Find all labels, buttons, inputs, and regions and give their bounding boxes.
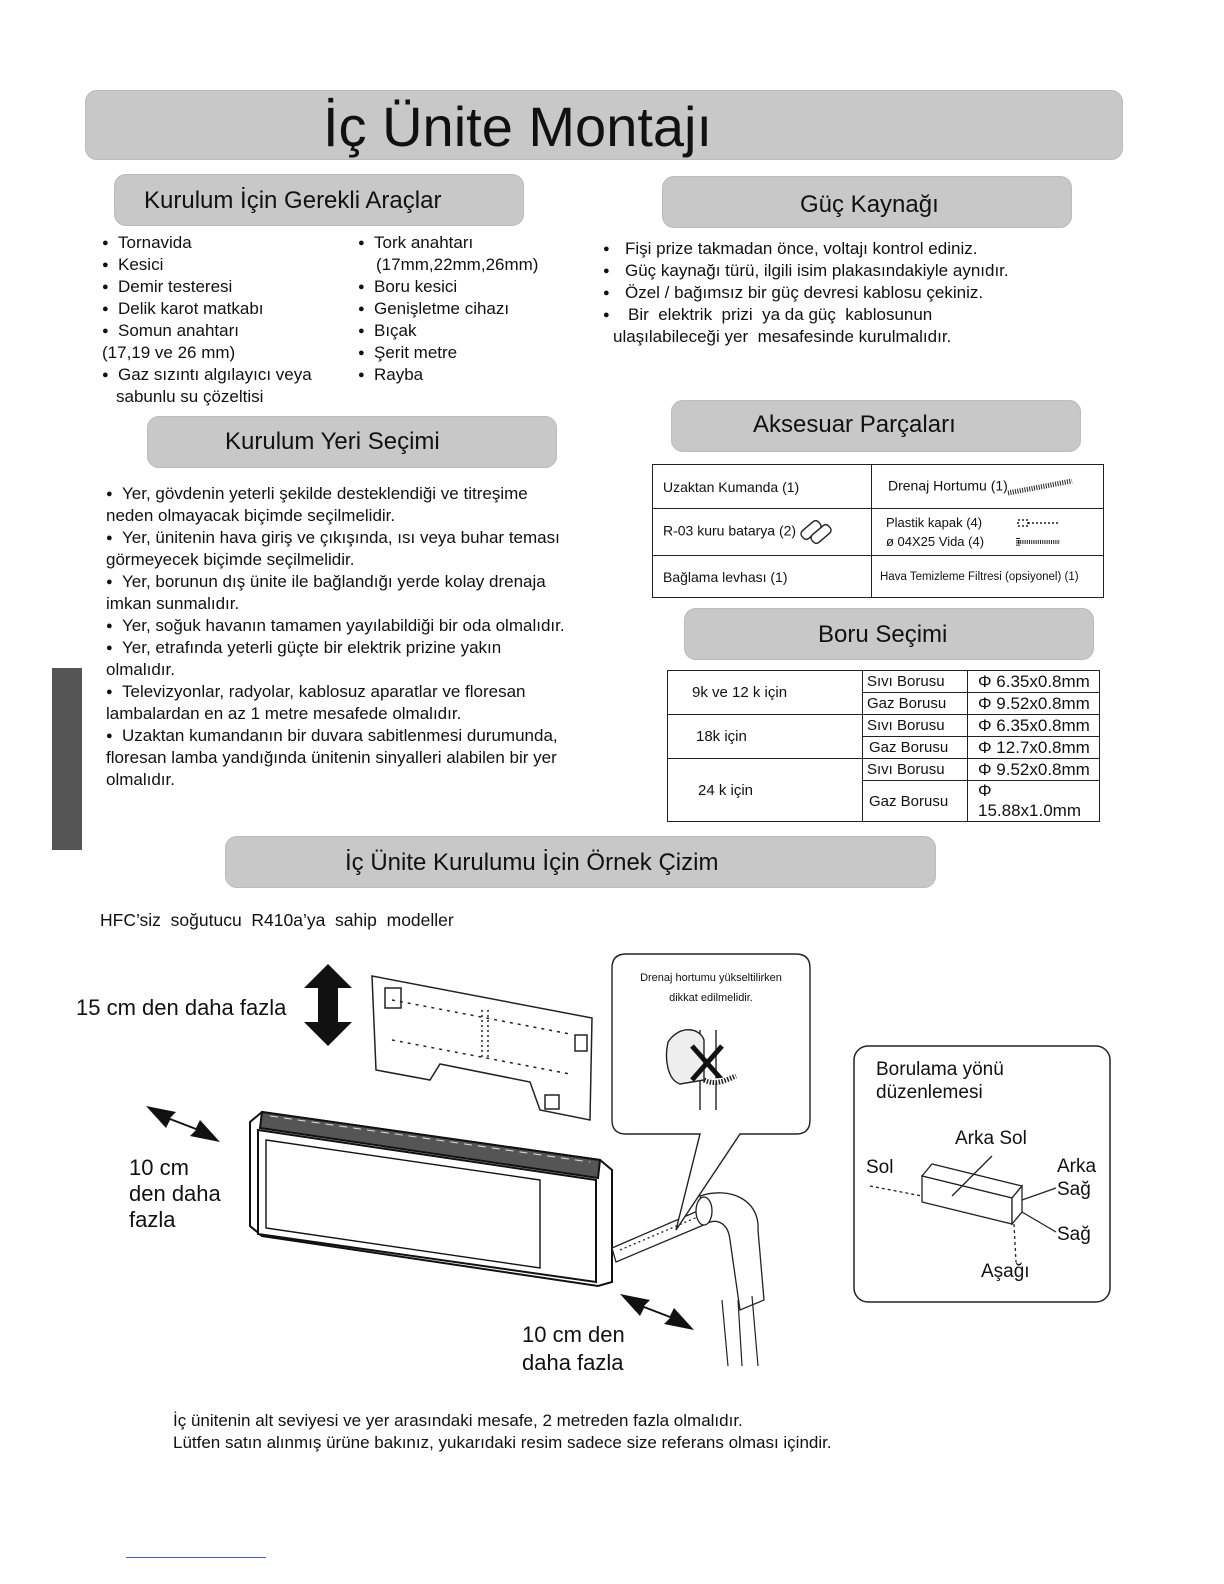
pipes-heading: Boru Seçimi bbox=[818, 621, 948, 648]
right-clearance-line: daha fazla bbox=[522, 1350, 624, 1375]
pipe-size: Φ 6.35x0.8mm bbox=[978, 671, 1090, 691]
left-clearance-line: fazla bbox=[129, 1207, 176, 1232]
pipe-size-cell bbox=[968, 693, 1100, 715]
acc-filter-label: Hava Temizleme Filtresi (opsiyonel) (1) bbox=[880, 570, 1079, 583]
drawing-heading: İç Ünite Kurulumu İçin Örnek Çizim bbox=[345, 849, 719, 876]
accessories-heading-banner bbox=[671, 400, 1081, 452]
list-item: neden olmayacak biçimde seçilmelidir. bbox=[106, 506, 396, 525]
pipe-type: Sıvı Borusu bbox=[867, 673, 945, 690]
acc-cell-remote bbox=[653, 465, 872, 509]
acc-remote-label: Uzaktan Kumanda (1) bbox=[663, 478, 800, 495]
pipe-size: Φ 9.52x0.8mm bbox=[978, 759, 1090, 779]
acc-battery-label: R-03 kuru batarya (2) bbox=[663, 522, 797, 539]
acc-plate-label: Bağlama levhası (1) bbox=[663, 568, 788, 585]
vertical-clearance-arrow bbox=[304, 964, 352, 1046]
acc-cell-drain bbox=[872, 465, 1104, 509]
pipe-size: Φ 15.88x1.0mm bbox=[978, 781, 1081, 820]
pipe-size: Φ 9.52x0.8mm bbox=[978, 693, 1090, 713]
location-heading: Kurulum Yeri Seçimi bbox=[225, 428, 440, 455]
tools-left-list bbox=[102, 232, 352, 408]
drain-note bbox=[612, 968, 810, 1008]
list-item: ● Özel / bağımsız bir güç devresi kablosu çekiniz. bbox=[603, 282, 1073, 304]
mounting-plate bbox=[372, 976, 592, 1120]
pipe-size-cell bbox=[968, 759, 1100, 781]
list-item: (17,19 ve 26 mm) bbox=[102, 343, 236, 362]
power-list bbox=[603, 238, 1073, 348]
list-item: olmalıdır. bbox=[106, 770, 175, 789]
acc-cell-plate bbox=[653, 556, 872, 598]
pipe-size-cell bbox=[968, 781, 1100, 822]
pipe-type-cell bbox=[863, 715, 968, 737]
list-item: ● Gaz sızıntı algılayıcı veya bbox=[102, 364, 352, 386]
acc-screw-label: ø 04X25 Vida (4) bbox=[886, 534, 985, 549]
pipe-model-cell bbox=[668, 671, 863, 715]
list-item: floresan lamba yandığında ünitenin sinyalleri alabilen bir yer bbox=[106, 748, 557, 767]
pipe-model-cell bbox=[668, 715, 863, 759]
pipe-type: Gaz Borusu bbox=[869, 792, 949, 810]
piping-title-line: Borulama yönü bbox=[876, 1059, 1004, 1080]
accessories-table bbox=[652, 464, 1104, 598]
right-clearance-arrow bbox=[620, 1294, 694, 1330]
list-item: ulaşılabileceği yer mesafesinde kurulmalıdır. bbox=[613, 327, 952, 346]
list-item: ● Fişi prize takmadan önce, voltajı kontrol ediniz. bbox=[603, 238, 1073, 260]
pipe-bundle bbox=[612, 1193, 764, 1366]
dir-back-right-line: Arka bbox=[1057, 1156, 1097, 1177]
page-title: İç Ünite Montajı bbox=[323, 95, 713, 158]
footer-note-2: Lütfen satın alınmış ürüne bakınız, yukarıdaki resim sadece size referans olması içindir. bbox=[173, 1433, 832, 1452]
list-item: ● Uzaktan kumandanın bir duvara sabitlenmesi durumunda, bbox=[106, 725, 636, 747]
list-item: ● Bıçak bbox=[358, 320, 578, 342]
footer-note-1: İç ünitenin alt seviyesi ve yer arasındaki mesafe, 2 metreden fazla olmalıdır. bbox=[173, 1411, 743, 1430]
location-heading-banner bbox=[147, 416, 557, 468]
list-item: sabunlu su çözeltisi bbox=[116, 387, 264, 406]
list-item: ● Boru kesici bbox=[358, 276, 578, 298]
list-item: ● Şerit metre bbox=[358, 342, 578, 364]
dir-right: Sağ bbox=[1057, 1224, 1091, 1245]
screw-icon bbox=[1016, 536, 1062, 548]
pipe-size-cell bbox=[968, 715, 1100, 737]
pipe-table bbox=[667, 670, 1100, 822]
location-list bbox=[106, 483, 636, 791]
pipe-type-cell bbox=[863, 781, 968, 822]
list-item: ● Televizyonlar, radyolar, kablosuz aparatlar ve floresan bbox=[106, 681, 636, 703]
list-item: ● Yer, etrafında yeterli güçte bir elektrik prizine yakın bbox=[106, 637, 636, 659]
power-heading-banner bbox=[662, 176, 1072, 228]
list-item: ● Tornavida bbox=[102, 232, 352, 254]
top-clearance-label: 15 cm den daha fazla bbox=[76, 995, 287, 1020]
list-item: ● Yer, soğuk havanın tamamen yayılabildiği bir oda olmalıdır. bbox=[106, 615, 636, 637]
list-item: imkan sunmalıdır. bbox=[106, 594, 240, 613]
pipe-type-cell bbox=[863, 671, 968, 693]
list-item: ● Demir testeresi bbox=[102, 276, 352, 298]
list-item: (17mm,22mm,26mm) bbox=[376, 255, 539, 274]
pipes-heading-banner bbox=[684, 608, 1094, 660]
drain-note-line: dikkat edilmelidir. bbox=[669, 992, 753, 1004]
list-item: lambalardan en az 1 metre mesafede olmalıdır. bbox=[106, 704, 462, 723]
acc-cap-label: Plastik kapak (4) bbox=[886, 515, 983, 530]
drain-hose-icon bbox=[1006, 477, 1076, 497]
list-item: ● Tork anahtarı bbox=[358, 232, 578, 254]
pipe-model-cell bbox=[668, 759, 863, 822]
pipe-model: 18k için bbox=[696, 728, 747, 745]
piping-title bbox=[876, 1058, 1004, 1104]
pipe-type: Gaz Borusu bbox=[867, 695, 947, 712]
list-item: ● Yer, ünitenin hava giriş ve çıkışında, ısı veya buhar teması bbox=[106, 527, 636, 549]
pipe-type: Sıvı Borusu bbox=[867, 717, 945, 734]
acc-cell-filter bbox=[872, 556, 1104, 598]
list-item: ● Somun anahtarı bbox=[102, 320, 352, 342]
left-clearance-line: 10 cm bbox=[129, 1155, 189, 1180]
list-item: ● Yer, borunun dış ünite ile bağlandığı yerde kolay drenaja bbox=[106, 571, 636, 593]
pipe-size: Φ 6.35x0.8mm bbox=[978, 715, 1090, 735]
pipe-type-cell bbox=[863, 693, 968, 715]
acc-cell-cap-screw bbox=[872, 509, 1104, 556]
list-item: ● Genişletme cihazı bbox=[358, 298, 578, 320]
piping-title-line: düzenlemesi bbox=[876, 1082, 983, 1103]
right-clearance-line: 10 cm den bbox=[522, 1322, 625, 1347]
drawing-subtitle: HFC’siz soğutucu R410a’ya sahip modeller bbox=[100, 910, 454, 930]
list-item: ● Kesici bbox=[102, 254, 352, 276]
list-item: ● Yer, gövdenin yeterli şekilde desteklendiği ve titreşime bbox=[106, 483, 636, 505]
bottom-rule bbox=[126, 1557, 266, 1558]
pipe-type: Gaz Borusu bbox=[869, 739, 949, 756]
tools-heading-banner bbox=[114, 174, 524, 226]
list-item: olmalıdır. bbox=[106, 660, 175, 679]
accessories-heading: Aksesuar Parçaları bbox=[753, 411, 956, 438]
dir-back-right bbox=[1057, 1155, 1096, 1201]
drain-note-line: Drenaj hortumu yükseltilirken bbox=[640, 972, 782, 984]
pipe-type-cell bbox=[863, 737, 968, 759]
pipe-type-cell bbox=[863, 759, 968, 781]
power-heading: Güç Kaynağı bbox=[800, 191, 939, 218]
pipe-size-cell bbox=[968, 737, 1100, 759]
side-tab-bar bbox=[52, 668, 82, 850]
pipe-model: 24 k için bbox=[698, 781, 754, 799]
pipe-type: Sıvı Borusu bbox=[867, 761, 945, 778]
indoor-unit bbox=[250, 1112, 612, 1286]
battery-icon bbox=[796, 517, 836, 547]
list-item: ● Güç kaynağı türü, ilgili isim plakasındakiyle aynıdır. bbox=[603, 260, 1073, 282]
pipe-model: 9k ve 12 k için bbox=[692, 684, 788, 701]
title-banner bbox=[85, 90, 1123, 160]
left-clearance-line: den daha bbox=[129, 1181, 221, 1206]
list-item: görmeyecek biçimde seçilmelidir. bbox=[106, 550, 355, 569]
list-item: ● Delik karot matkabı bbox=[102, 298, 352, 320]
plastic-cap-icon bbox=[1016, 517, 1062, 529]
acc-cell-battery bbox=[653, 509, 872, 556]
list-item: ● Bir elektrik prizi ya da güç kablosunun bbox=[603, 304, 1073, 326]
pipe-size: Φ 12.7x0.8mm bbox=[978, 737, 1090, 757]
dir-down: Aşağı bbox=[981, 1261, 1030, 1282]
tools-heading: Kurulum İçin Gerekli Araçlar bbox=[144, 187, 442, 214]
left-clearance-arrow bbox=[146, 1106, 220, 1142]
tools-right-list bbox=[358, 232, 578, 386]
dir-left: Sol bbox=[866, 1157, 894, 1178]
acc-drain-label: Drenaj Hortumu (1) bbox=[888, 477, 1008, 494]
list-item: ● Rayba bbox=[358, 364, 578, 386]
dir-back-left: Arka Sol bbox=[955, 1128, 1027, 1149]
drawing-heading-banner bbox=[225, 836, 936, 888]
dir-back-right-line: Sağ bbox=[1057, 1179, 1091, 1200]
pipe-size-cell bbox=[968, 671, 1100, 693]
